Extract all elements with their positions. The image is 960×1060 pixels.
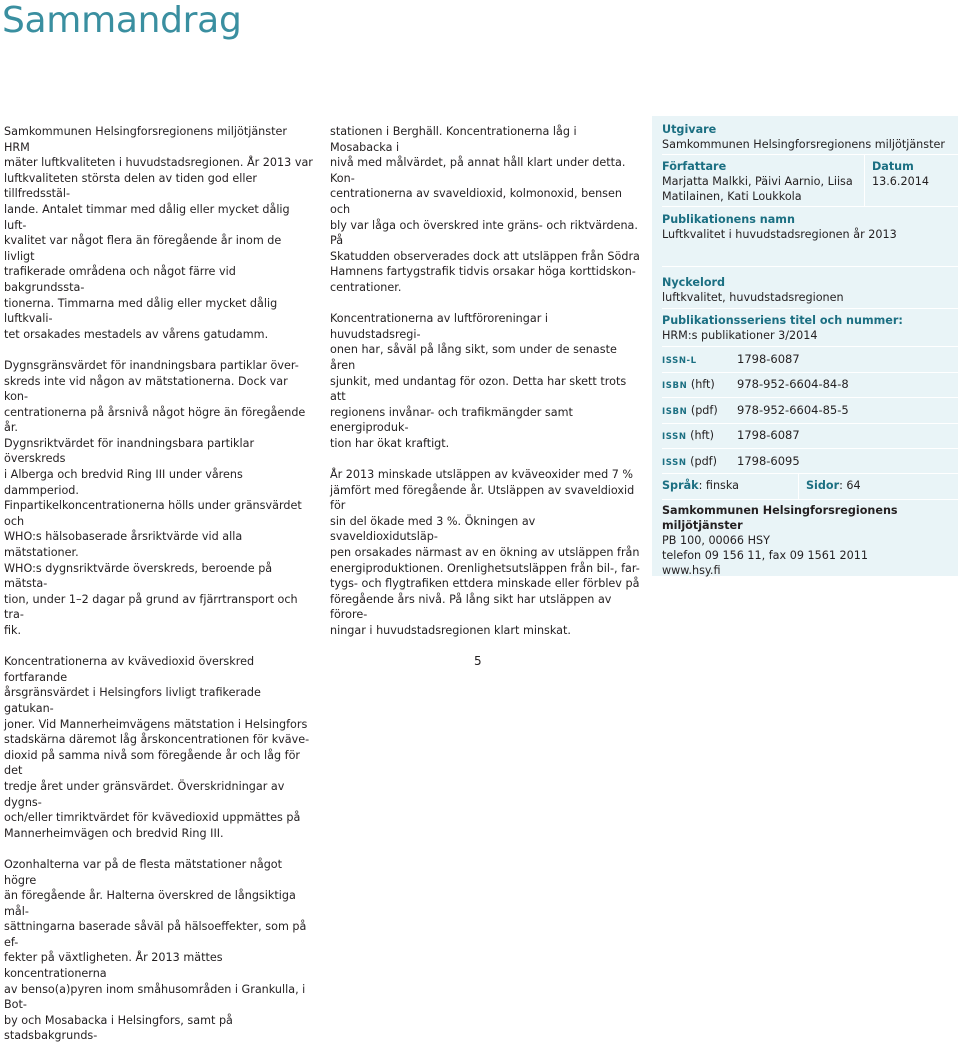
- isbn-key-suffix: (hft): [687, 378, 715, 391]
- date-label: Datum: [872, 160, 914, 173]
- issn-key: [662, 428, 714, 445]
- keyword-block: [662, 275, 950, 305]
- issn-value: 1798-6095: [737, 454, 800, 468]
- pages-value: : 64: [839, 479, 861, 492]
- issn-value: 1798-6087: [737, 352, 800, 366]
- divider: [662, 266, 958, 267]
- pages-block: [806, 478, 950, 493]
- date-block: [872, 159, 950, 189]
- issn-row: [662, 454, 950, 469]
- divider: [662, 372, 958, 373]
- publication-name-block: [662, 212, 950, 242]
- language-label: Språk: [662, 479, 699, 492]
- issn-key: [662, 454, 717, 471]
- paragraph: År 2013 minskade utsläppen av kväveoxider med 7 % jämfört med föregående år. Utsläppen av svaveldioxid för sin del ökade med 3 %. Ökningen av svaveldioxidutsläp- pen orsakades närmast av en ökning av utsläppen från energiproduktionen. Orenlighetsutsläppen från bil-, far- tygs- och flygtrafiken ettdera minskade eller förblev på föregående års nivå. På lång sikt har utsläppen av förore- ningar i huvudstadsregionen klart minskat.: [330, 468, 640, 637]
- publisher-block: [662, 122, 950, 152]
- divider: [798, 473, 799, 499]
- issn-key-label: ISSN-L: [662, 356, 697, 366]
- description-sidebar: [652, 116, 958, 576]
- contact-block: [662, 503, 950, 578]
- contact-address: PB 100, 00066 HSY: [662, 534, 770, 547]
- paragraph: Koncentrationerna av kvävedioxid överskred fortfarande årsgränsvärdet i Helsingfors livligt trafikerade gatukan- joner. Vid Mannerheimvägens mätstation i Helsingfors stadskärna däremot låg årskoncentrationen för kväve- dioxid på samma nivå som föregående år och låg för det tredje året under gränsvärdet. Överskridningar av dygns- och/eller timriktvärdet för kvävedioxid uppmättes på Mannerheimvägen och bredvid Ring III.: [4, 655, 310, 840]
- isbn-value: 978-952-6604-85-5: [737, 403, 849, 417]
- issn-key: [662, 352, 697, 369]
- isbn-key: [662, 377, 715, 394]
- divider: [662, 473, 958, 474]
- authors-label: Författare: [662, 160, 727, 173]
- language-block: [662, 478, 788, 493]
- isbn-key: [662, 403, 718, 420]
- isbn-key-suffix: (pdf): [687, 404, 718, 417]
- paragraph: Ozonhalterna var på de flesta mätstationer något högre än föregående år. Halterna överskred de långsiktiga mål- sättningarna baserade såväl på hälsoeffekter, som på ef- fekter på växtligheten. År 2013 mättes koncentrationerna av benso(a)pyren inom småhusområden i Grankulla, i Bot- by och Mosabacka i Helsingfors, samt på stadsbakgrunds-: [4, 857, 307, 1043]
- publication-name-label: Publikationens namn: [662, 213, 795, 226]
- authors-line-2: Matilainen, Kati Loukkola: [662, 190, 802, 203]
- series-label: Publikationsseriens titel och nummer:: [662, 314, 903, 327]
- contact-website: www.hsy.fi: [662, 564, 721, 577]
- series-value: HRM:s publikationer 3/2014: [662, 329, 818, 342]
- paragraph: Samkommunen Helsingforsregionens miljötjänster HRM mäter luftkvaliteten i huvudstadsregionen. År 2013 var luftkvaliteten största delen av tiden god eller tillfredsstäl- lande. Antalet timmar med dålig eller mycket dålig luft- kvalitet var något flera än föregående år inom de livligt trafikerade områdena och något färre vid bakgrundssta- tionerna. Timmarna med dålig eller mycket dålig luftkvali- tet orsakades mestadels av vårens gatudamm.: [4, 125, 313, 341]
- issn-key-label: ISSN: [662, 458, 687, 468]
- divider: [662, 499, 958, 500]
- paragraph: stationen i Berghäll. Koncentrationerna låg i Mosabacka i nivå med målvärdet, på annat håll klart under detta. Kon- centrationerna av svaveldioxid, kolmonoxid, bensen och bly var låga och överskred inte gräns- och riktvärdena. På Skatudden observerades dock att utsläppen från Södra Hamnens fartygstrafik tidvis orsakar höga korttidskon- centrationer.: [330, 125, 640, 294]
- issn-row: [662, 428, 950, 443]
- text-column-middle: [330, 124, 640, 654]
- publisher-value: Samkommunen Helsingforsregionens miljötjänster: [662, 138, 945, 151]
- page-title: Sammandrag: [2, 0, 242, 41]
- series-block: [662, 313, 950, 343]
- publication-name-value: Luftkvalitet i huvudstadsregionen år 2013: [662, 228, 897, 241]
- page-number: 5: [474, 654, 482, 668]
- isbn-key-label: ISBN: [662, 381, 688, 391]
- issn-key-suffix: (hft): [686, 429, 715, 442]
- language-value: : finska: [698, 479, 740, 492]
- paragraph: Koncentrationerna av luftföroreningar i huvudstadsregi- onen har, såväl på lång sikt, som under de senaste åren sjunkit, med undantag för ozon. Detta har skett trots att regionens invånar- och trafikmängder samt energiproduk- tion har ökat kraftigt.: [330, 312, 627, 450]
- divider: [662, 308, 958, 309]
- issn-key-label: ISSN: [662, 432, 687, 442]
- contact-phone: telefon 09 156 11, fax 09 1561 2011: [662, 549, 869, 562]
- issn-key-suffix: (pdf): [686, 455, 717, 468]
- divider: [662, 206, 958, 207]
- authors-line-1: Marjatta Malkki, Päivi Aarnio, Liisa: [662, 175, 853, 188]
- issn-row: [662, 352, 950, 367]
- paragraph: Dygnsgränsvärdet för inandningsbara partiklar över- skreds inte vid någon av mätstationerna. Dock var kon- centrationerna på årsnivå något högre än föregående år. Dygnsriktvärdet för inandningsbara partiklar överskreds i Alberga och bredvid Ring III under vårens dammperiod. Finpartikelkoncentrationerna hölls under gränsvärdet och WHO:s hälsobaserade årsriktvärde vid alla mätstationer. WHO:s dygnsriktvärde överskreds, beroende på mätsta- tion, under 1–2 dagar på grund av fjärrtransport och tra- fik.: [4, 358, 306, 637]
- date-value: 13.6.2014: [872, 175, 929, 188]
- keyword-value: luftkvalitet, huvudstadsregionen: [662, 291, 844, 304]
- isbn-row: [662, 377, 950, 392]
- keyword-label: Nyckelord: [662, 276, 726, 289]
- divider: [662, 397, 958, 398]
- divider: [662, 154, 958, 155]
- publisher-label: Utgivare: [662, 123, 717, 136]
- divider: [662, 423, 958, 424]
- issn-value: 1798-6087: [737, 428, 800, 442]
- isbn-row: [662, 403, 950, 418]
- divider: [662, 346, 958, 347]
- isbn-key-label: ISBN: [662, 407, 688, 417]
- pages-label: Sidor: [806, 479, 840, 492]
- divider: [864, 154, 865, 206]
- text-column-left: [4, 124, 314, 1060]
- authors-block: [662, 159, 858, 204]
- contact-organization: Samkommunen Helsingforsregionens miljötjänster: [662, 504, 898, 532]
- divider: [662, 448, 958, 449]
- isbn-value: 978-952-6604-84-8: [737, 377, 849, 391]
